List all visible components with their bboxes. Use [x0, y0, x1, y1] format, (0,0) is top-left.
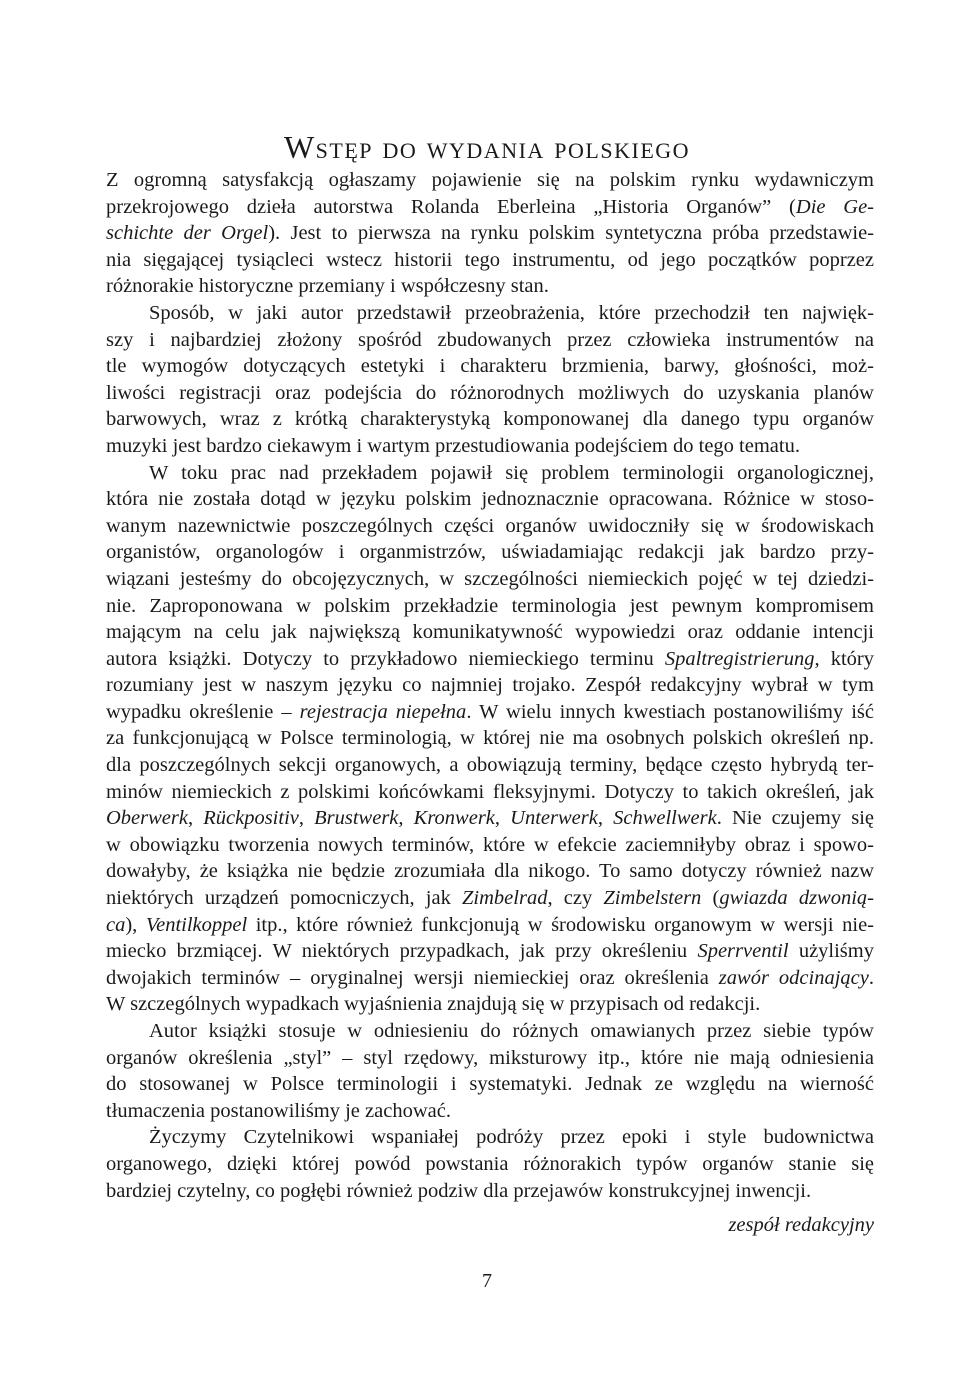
italic-term: ca — [106, 913, 126, 936]
text-line: bardziej czytelny, co pogłębi również podziw dla przejawów konstrukcyjnej inwencji. — [106, 1179, 812, 1202]
italic-term: Zimbelrad — [462, 887, 548, 910]
paragraph — [106, 1124, 874, 1204]
italic-term: Oberwerk — [106, 807, 188, 830]
text-line: W szczególnych wypadkach wyjaśnienia znajdują się w przypisach od redakcji. — [106, 993, 761, 1016]
text-line: barwowych, wraz z krótką charakterystyką komponowanej dla danego typu organów — [106, 408, 874, 431]
text-line: organowego, dzięki której powód powstania różnorakich typów organów stanie się — [106, 1152, 874, 1175]
italic-term: Unterwerk — [510, 807, 598, 830]
text-line: wypadku określenie – rejestracja niepełna. W wielu innych kwestiach postanowiliśmy iść — [106, 700, 874, 723]
paragraph — [106, 460, 874, 1018]
italic-term: Spaltregistrierung — [664, 647, 815, 670]
text-line: schichte der Orgel). Jest to pierwsza na rynku polskim syntetyczna próba przedstawie- — [106, 222, 874, 245]
italic-term: zawór odcinający — [718, 966, 869, 989]
italic-term: Rückpositiv — [203, 807, 299, 830]
text-line: W toku prac nad przekładem pojawił się problem terminologii organologicznej, — [149, 461, 874, 484]
text-line: mającym na celu jak największą komunikatywność wypowiedzi oraz oddanie intencji — [106, 621, 874, 644]
italic-term: Sperrventil — [697, 940, 789, 963]
text-line: Oberwerk, Rückpositiv, Brustwerk, Kronwerk, Unterwerk, Schwellwerk. Nie czujemy się — [106, 807, 875, 830]
paragraph — [106, 300, 874, 460]
italic-term: Kronwerk — [413, 807, 495, 830]
text-line: dwojakich terminów – oryginalnej wersji niemieckiej oraz określenia zawór odcinający. — [106, 966, 874, 989]
text-line: tle wymogów dotyczących estetyki i charakteru brzmienia, barwy, głośności, moż- — [106, 355, 874, 378]
text-line: szy i najbardziej złożony spośród zbudowanych przez człowieka instrumentów na — [106, 328, 874, 351]
paragraph — [106, 167, 874, 300]
italic-term: Die Ge- — [795, 195, 874, 218]
text-line: ca), Ventilkoppel itp., które również funkcjonują w środowisku organowym w wersji nie- — [106, 913, 875, 936]
text-line: Autor książki stosuje w odniesieniu do różnych omawianych przez siebie typów — [149, 1020, 874, 1042]
text-line: Życzymy Czytelnikowi wspaniałej podróży przez epoki i style budownictwa — [149, 1126, 874, 1149]
text-line: organistów, organologów i organmistrzów, uświadamiając redakcji jak bardzo przy- — [106, 541, 874, 564]
italic-term: rejestracja niepełna — [299, 700, 467, 723]
italic-term: Ventilkoppel — [145, 913, 248, 936]
body-text — [106, 167, 874, 1204]
text-line: niektórych urządzeń pomocniczych, jak Zimbelrad, czy Zimbelstern (gwiazda dzwonią- — [106, 887, 874, 910]
text-line: wiązani jesteśmy do obcojęzycznych, w szczególności niemieckich pojęć w tej dziedzi- — [106, 567, 874, 590]
italic-term: gwiazda dzwonią- — [719, 887, 874, 910]
italic-term: Schwellwerk — [613, 807, 717, 830]
text-line: minów niemieckich z polskimi końcówkami fleksyjnymi. Dotyczy to takich określeń, jak — [106, 780, 874, 803]
text-line: Sposób, w jaki autor przedstawił przeobrażenia, które przechodził ten najwięk- — [149, 301, 874, 324]
page-number: 7 — [482, 1270, 492, 1292]
text-line: tłumaczenia postanowiliśmy je zachować. — [106, 1099, 451, 1122]
text-line: nie. Zaproponowana w polskim przekładzie terminologia jest pewnym kompromisem — [106, 594, 874, 617]
chapter-title: Wstęp do wydania polskiego — [283, 129, 691, 166]
paragraph — [106, 1018, 874, 1124]
text-line: nia sięgającej tysiącleci wstecz historii tego instrumentu, od jego początków poprzez — [106, 248, 874, 271]
text-line: dowałyby, że książka nie będzie zrozumiała dla nikogo. To samo dotyczy również nazw — [106, 860, 874, 883]
text-line: Z ogromną satysfakcją ogłaszamy pojawienie się na polskim rynku wydawniczym — [106, 169, 874, 191]
text-line: do stosowanej w Polsce terminologii i systematyki. Jednak ze względu na wierność — [106, 1073, 874, 1096]
text-line: organów określenia „styl” – styl rzędowy, miksturowy itp., które nie mają odniesienia — [106, 1046, 874, 1069]
italic-term: Brustwerk — [314, 807, 399, 830]
italic-term: schichte der Orgel — [106, 222, 269, 245]
text-line: autora książki. Dotyczy to przykładowo niemieckiego terminu Spaltregistrierung, który — [106, 647, 874, 670]
signature: zespół redakcyjny — [728, 1214, 874, 1236]
text-line: za funkcjonującą w Polsce terminologią, w której nie ma osobnych polskich określeń np. — [106, 727, 874, 750]
text-line: muzyki jest bardzo ciekawym i wartym przestudiowania podejściem do tego tematu. — [106, 434, 800, 457]
text-line: wanym nazewnictwie poszczególnych części organów uwidoczniły się w środowiskach — [106, 514, 874, 537]
text-line: w obowiązku tworzenia nowych terminów, które w efekcie zaciemniłyby obraz i spowo- — [106, 833, 874, 856]
text-line: miecko brzmiącej. W niektórych przypadkach, jak przy określeniu Sperrventil użyliśmy — [106, 940, 874, 963]
text-line: liwości registracji oraz podejścia do różnorodnych możliwych do uzyskania planów — [106, 381, 874, 404]
text-line: dla poszczególnych sekcji organowych, a obowiązują terminy, będące często hybrydą ter- — [106, 754, 874, 777]
text-line: która nie została dotąd w języku polskim jednoznacznie opracowana. Różnice w stoso- — [106, 488, 874, 511]
text-line: rozumiany jest w naszym języku co najmniej trojako. Zespół redakcyjny wybrał w tym — [106, 674, 874, 697]
text-line: różnorakie historyczne przemiany i współczesny stan. — [106, 275, 549, 298]
text-line: przekrojowego dzieła autorstwa Rolanda Eberleina „Historia Organów” (Die Ge- — [106, 195, 874, 218]
italic-term: Zimbelstern — [603, 887, 702, 910]
